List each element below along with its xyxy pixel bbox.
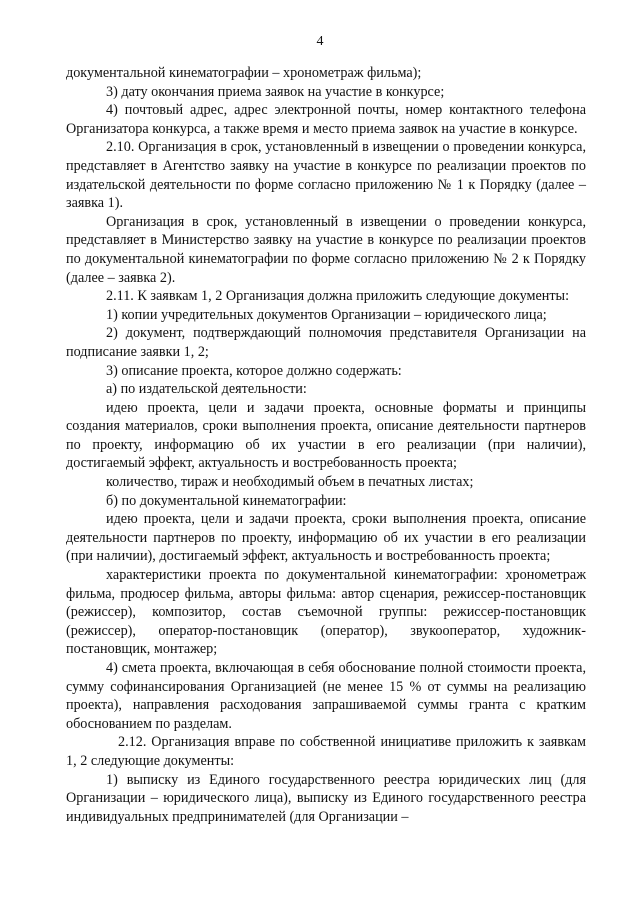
paragraph: идею проекта, цели и задачи проекта, сроки выполнения проекта, описание деятельности партнеров по проекту, информацию об их участии в его реализации (при наличии), достигаемый эффект, актуальность и востребованность проекта; [66, 511, 586, 565]
paragraph: 1) выписку из Единого государственного реестра юридических лиц (для Организации – юридического лица), выписку из Единого государственного реестра индивидуальных предпринимателей (для Организации – [66, 771, 586, 825]
paragraph: б) по документальной кинематографии: [106, 492, 347, 509]
document-body [66, 64, 586, 826]
paragraph: 4) смета проекта, включающая в себя обоснование полной стоимости проекта, сумму софинансирования Организацией (не менее 15 % от суммы на реализацию проекта), направления расходования запрашиваемой суммы гранта с кратким обоснованием по разделам. [66, 660, 586, 732]
paragraph: 2) документ, подтверждающий полномочия представителя Организации на подписание заявки 1, 2; [66, 325, 586, 360]
paragraph: 4) почтовый адрес, адрес электронной почты, номер контактного телефона Организатора конкурса, а также время и место приема заявок на участие в конкурсе. [66, 102, 586, 137]
paragraph: а) по издательской деятельности: [106, 381, 307, 398]
paragraph: 2.11. К заявкам 1, 2 Организация должна приложить следующие документы: [106, 288, 570, 305]
paragraph: Организация в срок, установленный в извещении о проведении конкурса, представляет в Министерство заявку на участие в конкурсе по реализации проектов по документальной кинематографии по форме согласно приложению № 2 к Порядку (далее – заявка 2). [66, 213, 586, 286]
page-number: 4 [316, 34, 324, 49]
paragraph: документальной кинематографии – хронометраж фильма); [66, 65, 422, 81]
paragraph: идею проекта, цели и задачи проекта, основные форматы и принципы создания материалов, сроки выполнения проекта, описание деятельности партнеров по проекту, информацию об их участии в его реализации (при наличии), достигаемый эффект, актуальность и востребованность проекта; [66, 399, 586, 472]
paragraph: 2.12. Организация вправе по собственной инициативе приложить к заявкам 1, 2 следующие документы: [66, 734, 586, 769]
paragraph: количество, тираж и необходимый объем в печатных листах; [106, 474, 474, 491]
paragraph: 3) дату окончания приема заявок на участие в конкурсе; [106, 83, 445, 100]
paragraph: 1) копии учредительных документов Организации – юридического лица; [106, 306, 547, 323]
paragraph: 3) описание проекта, которое должно содержать: [106, 362, 402, 379]
paragraph: характеристики проекта по документальной кинематографии: хронометраж фильма, продюсер фильма, авторы фильма: автор сценария, режиссер-постановщик (режиссер), композитор, состав съемочной группы: режиссер-постановщик (режиссер), оператор-постановщик (оператор), звукооператор, художник-постановщик, монтажер; [66, 567, 586, 658]
paragraph: 2.10. Организация в срок, установленный в извещении о проведении конкурса, представляет в Агентство заявку на участие в конкурсе по реализации проектов по издательской деятельности по форме согласно приложению № 1 к Порядку (далее – заявка 1). [66, 139, 586, 212]
